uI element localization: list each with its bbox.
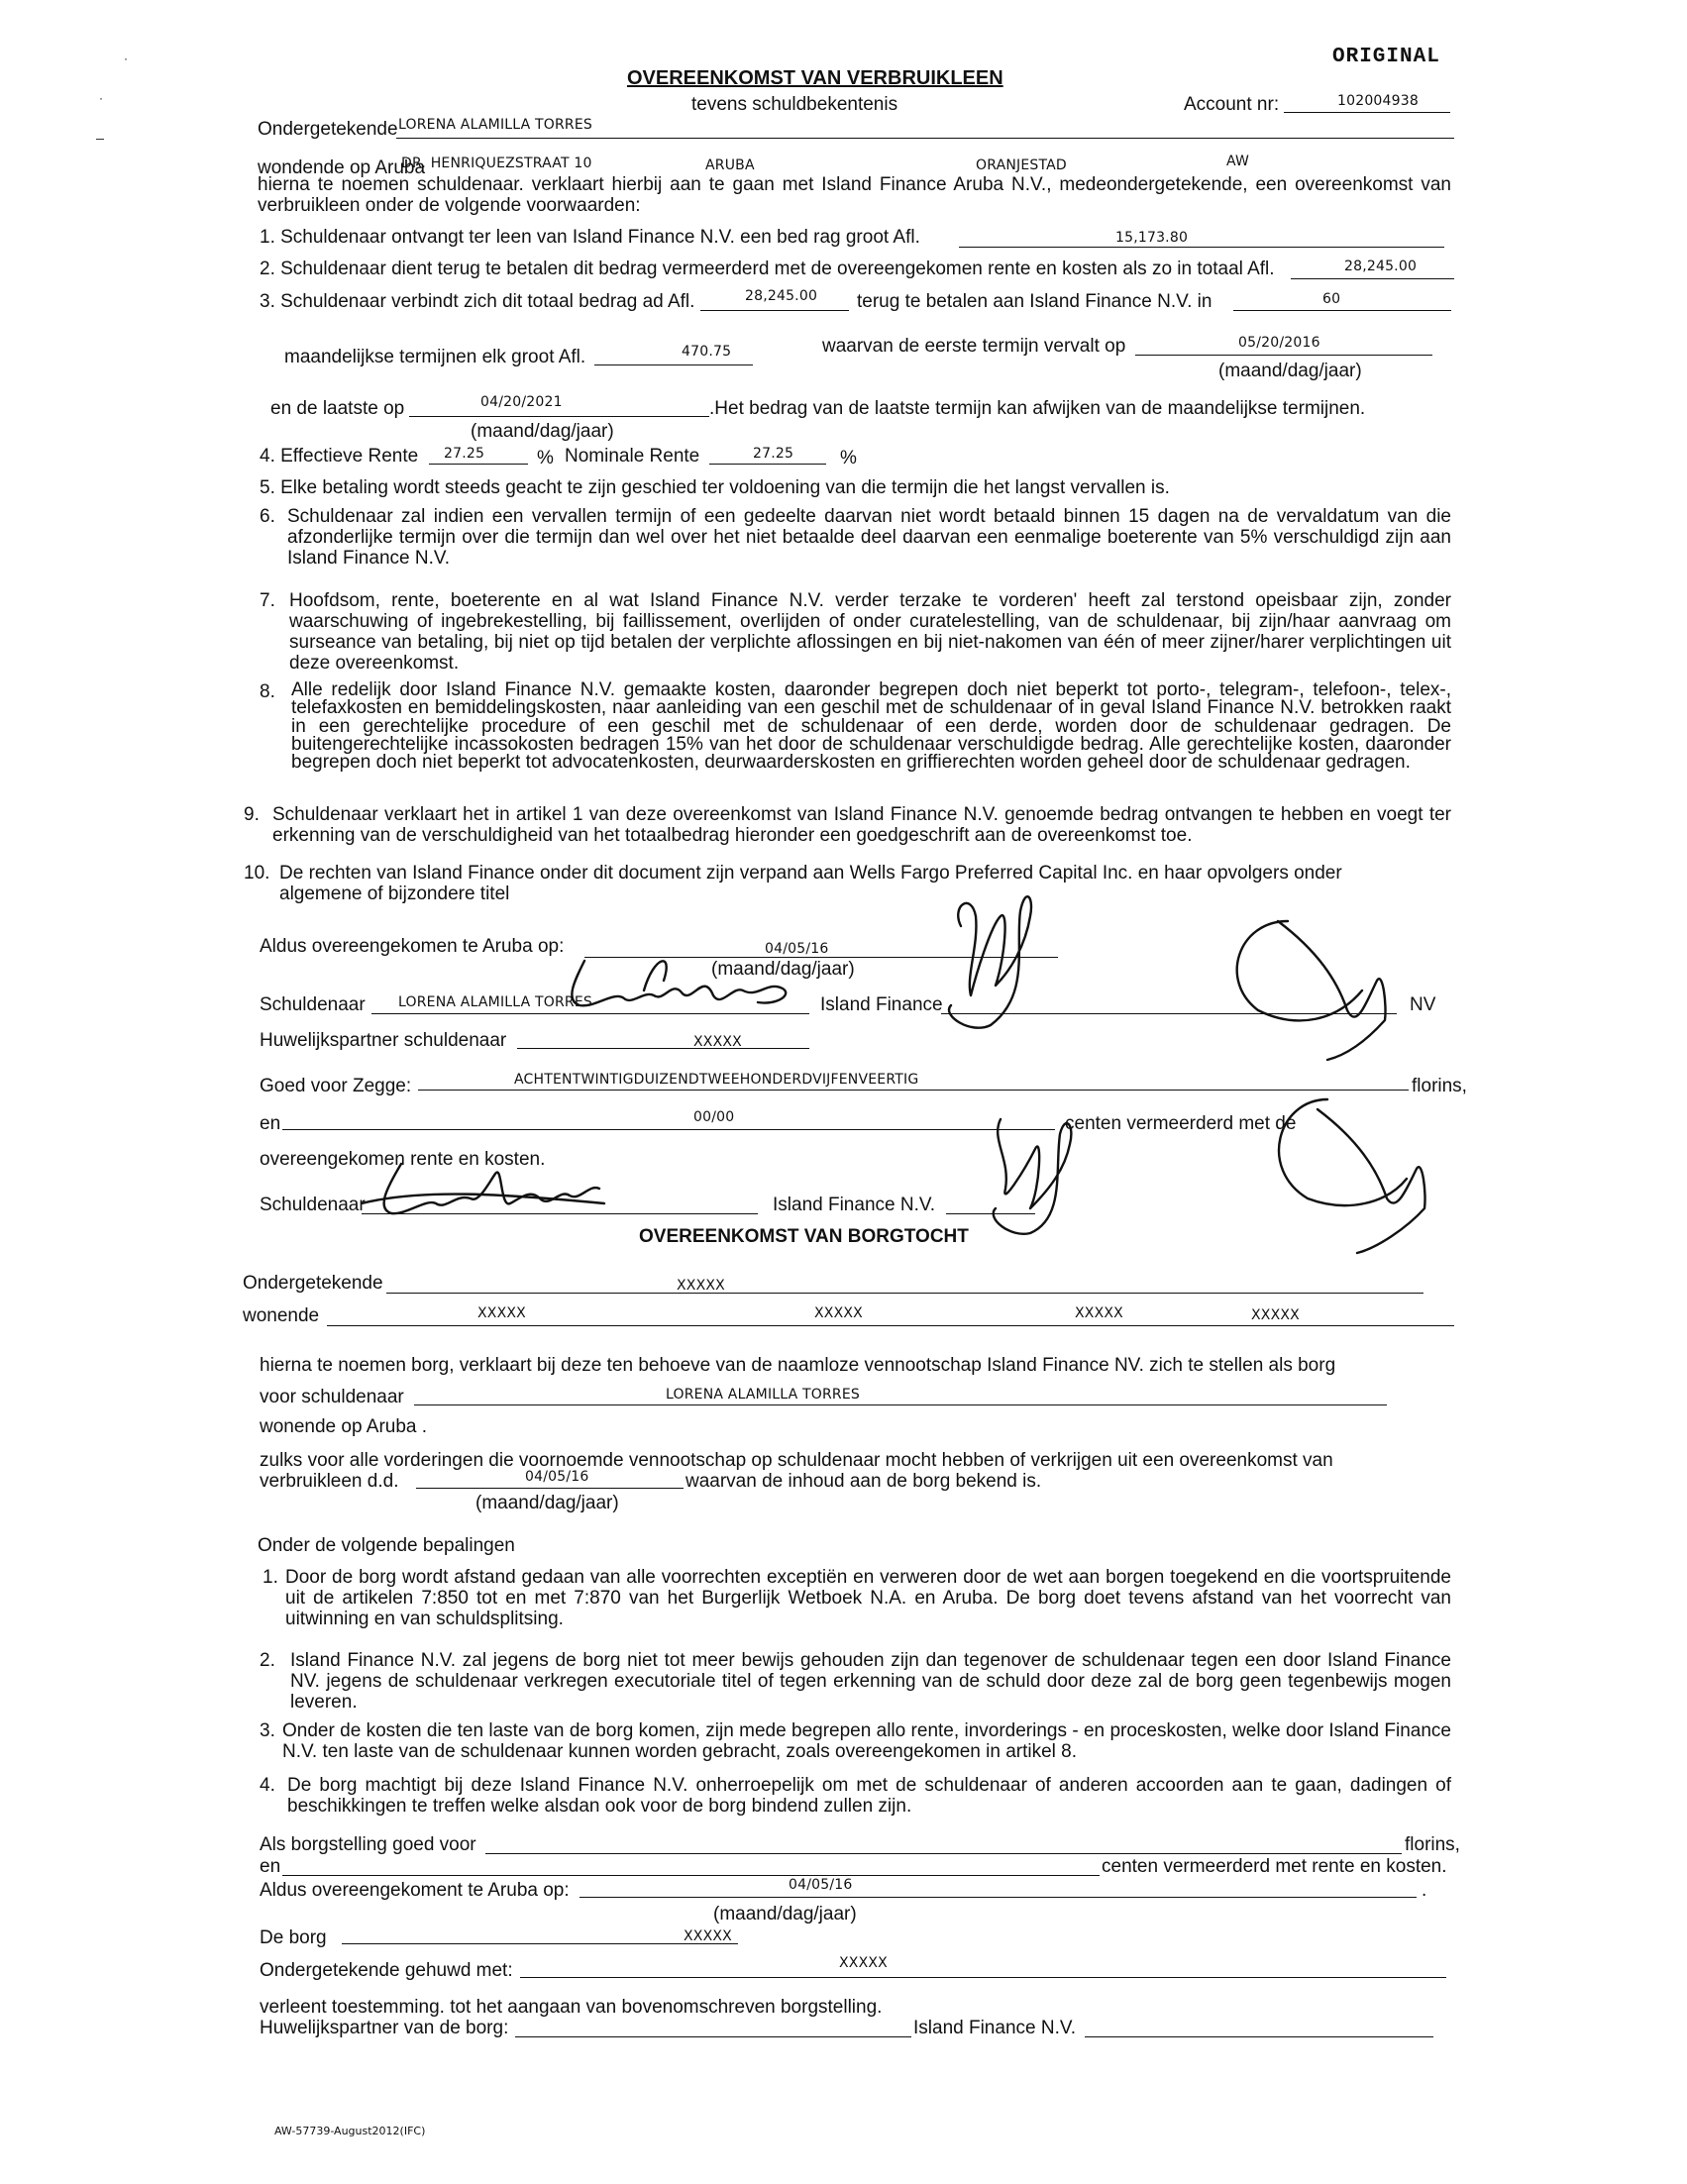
debtor-sign-label: Schuldenaar xyxy=(260,994,366,1015)
island-finance-signature-2 xyxy=(971,1099,1100,1248)
en-value: 00/00 xyxy=(693,1109,735,1125)
guarantee-island-finance: Island Finance N.V. xyxy=(913,2018,1077,2038)
en-label: en xyxy=(260,1113,281,1134)
first-date-format: (maand/dag/jaar) xyxy=(1218,361,1362,381)
document-title: OVEREENKOMST VAN VERBRUIKLEEN xyxy=(627,67,1003,89)
debtor-island: ARUBA xyxy=(705,157,755,173)
condition-4-num: 4. xyxy=(260,1775,275,1796)
account-number: 102004938 xyxy=(1337,93,1419,109)
term-8-num: 8. xyxy=(260,681,275,702)
debtor-name: LORENA ALAMILLA TORRES xyxy=(398,117,592,133)
borg-value: XXXXX xyxy=(684,1928,732,1944)
term-3-count: 60 xyxy=(1322,291,1341,307)
guarantor-residing-3: XXXXX xyxy=(1075,1305,1123,1321)
spouse-value: XXXXX xyxy=(693,1034,742,1050)
term-6: Schuldenaar zal indien een vervallen termijn of een gedeelte daarvan niet wordt betaald binnen 15 dagen na de vervaldatum van die afzonderlijke termijn over die termijn dan wel over het niet betaalde deel daarvan een eenmalige boeterente van 5% verschuldigd zijn aan Island Finance N.V. xyxy=(287,506,1451,569)
condition-1: Door de borg wordt afstand gedaan van alle voorrechten exceptiën en verweren door de wet aan borgen toegekend en die voortspruitende uit de artikelen 7:850 tot en met 7:870 van het Burgerlijk Wetboek N.A. en Aruba. De borg doet tevens afstand van het voorrecht van uitwinning en van schuldsplitsing. xyxy=(285,1567,1451,1629)
scan-speck: · xyxy=(124,52,128,65)
borg-text: hierna te noemen borg, verklaart bij deze ten behoeve van de naamloze vennootschap Island Finance NV. zich te stellen als borg xyxy=(260,1355,1336,1376)
term-4-label: 4. Effectieve Rente xyxy=(260,446,419,467)
guarantee-agreed-date: 04/05/16 xyxy=(789,1877,853,1893)
condition-2: Island Finance N.V. zal jegens de borg niet tot meer bewijs gehouden zijn dan tegenover de schuldenaar tegen een door Island Finance NV. jegens de schuldenaar verkregen executoriale titel of tegen erkenning van de schuld door deze zal de borg geen tegenbewijs mogen leveren. xyxy=(290,1650,1451,1713)
term-9: Schuldenaar verklaart het in artikel 1 van deze overeenkomst van Island Finance N.V. genoemde bedrag ontvangen te hebben en voegt ter erkenning van de verschuldigheid van het totaalbedrag hieronder een goedgeschrift aan de overeenkomst toe. xyxy=(272,804,1451,846)
nominal-rate: 27.25 xyxy=(753,446,794,462)
guarantee-date-format: (maand/dag/jaar) xyxy=(713,1904,857,1924)
term-3-mid: terug te betalen aan Island Finance N.V. in xyxy=(857,291,1213,312)
term-2-label: 2. Schuldenaar dient terug te betalen dit bedrag vermeerderd met de overeengekomen rente en kosten als zo in totaal Afl. xyxy=(260,259,1275,279)
loan-date: 04/05/16 xyxy=(525,1469,589,1485)
security-label: Als borgstelling goed voor xyxy=(260,1834,476,1855)
consent-text: verleent toestemming. tot het aangaan van bovenomschreven borgstelling. xyxy=(260,1997,883,2018)
security-centen: centen vermeerderd met rente en kosten. xyxy=(1102,1856,1447,1877)
spouse-label: Huwelijkspartner schuldenaar xyxy=(260,1030,507,1051)
term-3-value: 28,245.00 xyxy=(745,288,818,304)
last-date-format: (maand/dag/jaar) xyxy=(471,421,614,442)
nominal-rate-label: Nominale Rente xyxy=(565,446,700,467)
form-code: AW-57739-August2012(IFC) xyxy=(274,2125,426,2137)
goed-value: ACHTENTWINTIGDUIZENDTWEEHONDERDVIJFENVEERTIG xyxy=(514,1072,919,1088)
condition-2-num: 2. xyxy=(260,1650,275,1671)
island-finance-nv-label: Island Finance N.V. xyxy=(773,1195,936,1215)
married-value: XXXXX xyxy=(839,1955,888,1971)
security-en: en xyxy=(260,1856,281,1877)
debtor-intro: hierna te noemen schuldenaar. verklaart hierbij aan te gaan met Island Finance Aruba N.V., medeondergetekende, een overeenkomst van verbruikleen onder de volgende voorwaarden: xyxy=(258,174,1451,216)
monthly-value: 470.75 xyxy=(682,344,732,360)
guarantor-undersigned-label: Ondergetekende xyxy=(243,1273,383,1294)
guarantor-residing-1: XXXXX xyxy=(477,1305,526,1321)
island-finance-stamp-2 xyxy=(1258,1090,1456,1258)
security-florins: florins, xyxy=(1405,1834,1460,1855)
term-6-num: 6. xyxy=(260,506,275,527)
debtor-city: ORANJESTAD xyxy=(976,157,1067,173)
term-1-label: 1. Schuldenaar ontvangt ter leen van Island Finance N.V. een bed rag groot Afl. xyxy=(260,227,920,248)
guarantee-debtor-name: LORENA ALAMILLA TORRES xyxy=(666,1387,860,1403)
term-2-value: 28,245.00 xyxy=(1344,259,1418,274)
guarantor-residing-label: wonende xyxy=(243,1305,320,1326)
married-label: Ondergetekende gehuwd met: xyxy=(260,1960,513,1981)
term-10: De rechten van Island Finance onder dit document zijn verpand aan Wells Fargo Preferred Capital Inc. en haar opvolgers onder algemene of bijzondere titel xyxy=(279,863,1342,904)
last-term-suffix: .Het bedrag van de laatste termijn kan afwijken van de maandelijkse termijnen. xyxy=(709,398,1366,419)
term-1-value: 15,173.80 xyxy=(1115,230,1189,246)
guarantee-agreed-dot: . xyxy=(1422,1880,1427,1901)
agreed-label: Aldus overeengekomen te Aruba op: xyxy=(260,936,565,957)
guarantor-residing-4: XXXXX xyxy=(1251,1307,1300,1323)
first-term-label: waarvan de eerste termijn vervalt op xyxy=(822,336,1126,357)
nominal-rate-pct: % xyxy=(840,448,857,468)
first-term-date: 05/20/2016 xyxy=(1238,335,1320,351)
nv-label: NV xyxy=(1410,994,1436,1015)
term-3-label: 3. Schuldenaar verbindt zich dit totaal bedrag ad Afl. xyxy=(260,291,695,312)
scan-speck: · xyxy=(99,91,103,105)
debtor-street: DR. HENRIQUEZSTRAAT 10 xyxy=(401,156,592,171)
guarantee-claims-text: zulks voor alle vorderingen die voornoemde vennootschap op schuldenaar mocht hebben of verkrijgen uit een overeenkomst van xyxy=(260,1450,1333,1471)
term-7: Hoofdsom, rente, boeterente en al wat Island Finance N.V. verder terzake te vorderen' heeft zal terstond opeisbaar zijn, zonder waarschuwing of ingebrekestelling, bij faillissement, overlijden of onder curatelestelling, van de schuldenaar, bij zijn/haar aanvraag om surseance van betaling, bij niet op tijd betalen der verplichte aflossingen en bij niet-nakomen van één of meer zijner/harer verplichtingen uit deze overeenkomst. xyxy=(289,590,1451,674)
residing-label: wondende op Aruba xyxy=(258,157,426,178)
centen-text: centen vermeerderd met de xyxy=(1065,1113,1297,1134)
term-7-num: 7. xyxy=(260,590,275,611)
guarantee-agreed-label: Aldus overeengekoment te Aruba op: xyxy=(260,1880,570,1901)
debtor-sign-name: LORENA ALAMILLA TORRES xyxy=(398,994,592,1010)
debtor2-label: Schuldenaar xyxy=(260,1195,366,1215)
condition-1-num: 1. xyxy=(263,1567,278,1588)
guarantee-spouse-label: Huwelijkspartner van de borg: xyxy=(260,2018,509,2038)
debtor-signature-2 xyxy=(362,1154,619,1233)
account-label: Account nr: xyxy=(1184,94,1280,115)
term-10-num: 10. xyxy=(244,863,270,884)
loan-suffix: waarvan de inhoud aan de borg bekend is. xyxy=(685,1471,1042,1492)
term-8: Alle redelijk door Island Finance N.V. gemaakte kosten, daaronder begrepen doch niet beperkt tot porto-, telegram-, telefoon-, telex-, telefaxkosten en bemiddelingskosten, naar aanleiding van een geschil met de schuldenaar of in geval Island Finance N.V. betrokken raakt in een gerechtelijke procedure of een geschil met de schuldenaar of een derde, worden door de schuldenaar gedragen. De buitengerechtelijke incassokosten bedragen 15% van het door de schuldenaar verschuldigde bedrag. Alle gerechtelijke kosten, daaronder begrepen doch niet beperkt tot advocatenkosten, deurwaarderskosten en griffierechten worden geheel door de schuldenaar gedragen. xyxy=(291,679,1451,774)
loan-label: verbruikleen d.d. xyxy=(260,1471,399,1492)
guarantee-title: OVEREENKOMST VAN BORGTOCHT xyxy=(639,1226,969,1247)
goed-label: Goed voor Zegge: xyxy=(260,1076,412,1096)
guarantee-debtor-label: voor schuldenaar xyxy=(260,1387,404,1407)
condition-3-num: 3. xyxy=(260,1720,275,1741)
original-stamp: ORIGINAL xyxy=(1332,46,1440,68)
undersigned-label: Ondergetekende xyxy=(258,119,398,140)
condition-4: De borg machtigt bij deze Island Finance N.V. onherroepelijk om met de schuldenaar of anderen accoorden aan te gaan, dadingen of beschikkingen te treffen welke alsdan ook voor de borg bindend zullen zijn. xyxy=(287,1775,1451,1817)
loan-date-format: (maand/dag/jaar) xyxy=(475,1493,619,1513)
island-finance-label: Island Finance xyxy=(820,994,943,1015)
term-9-num: 9. xyxy=(244,804,260,825)
agreed-date: 04/05/16 xyxy=(765,941,829,957)
island-finance-signature-1 xyxy=(931,886,1050,1045)
debtor-country: AW xyxy=(1226,154,1250,169)
last-term-label: en de laatste op xyxy=(270,398,405,419)
last-term-date: 04/20/2021 xyxy=(480,394,563,410)
guarantor-residing-2: XXXXX xyxy=(814,1305,863,1321)
effective-rate: 27.25 xyxy=(444,446,485,462)
effective-rate-pct: % xyxy=(537,448,554,468)
guarantor-undersigned-value: XXXXX xyxy=(677,1278,725,1294)
island-finance-stamp-1 xyxy=(1218,911,1417,1060)
goed-florins: florins, xyxy=(1412,1076,1467,1096)
rente-text: overeengekomen rente en kosten. xyxy=(260,1149,546,1170)
agreed-date-format: (maand/dag/jaar) xyxy=(711,959,855,980)
condition-3: Onder de kosten die ten laste van de borg komen, zijn mede begrepen allo rente, invorderings - en proceskosten, welke door Island Finance N.V. ten laste van de schuldenaar kunnen worden gebracht, zoals overeengekomen in artikel 8. xyxy=(282,1720,1451,1762)
debtor-signature-1 xyxy=(555,951,812,1030)
scan-speck xyxy=(96,139,104,140)
document-subtitle: tevens schuldbekentenis xyxy=(691,94,898,115)
monthly-label: maandelijkse termijnen elk groot Afl. xyxy=(284,347,586,367)
guarantee-aruba-text: wonende op Aruba . xyxy=(260,1416,428,1437)
term-5: 5. Elke betaling wordt steeds geacht te zijn geschied ter voldoening van die termijn die het langst vervallen is. xyxy=(260,477,1170,498)
conditions-label: Onder de volgende bepalingen xyxy=(258,1535,515,1556)
borg-label: De borg xyxy=(260,1927,327,1948)
